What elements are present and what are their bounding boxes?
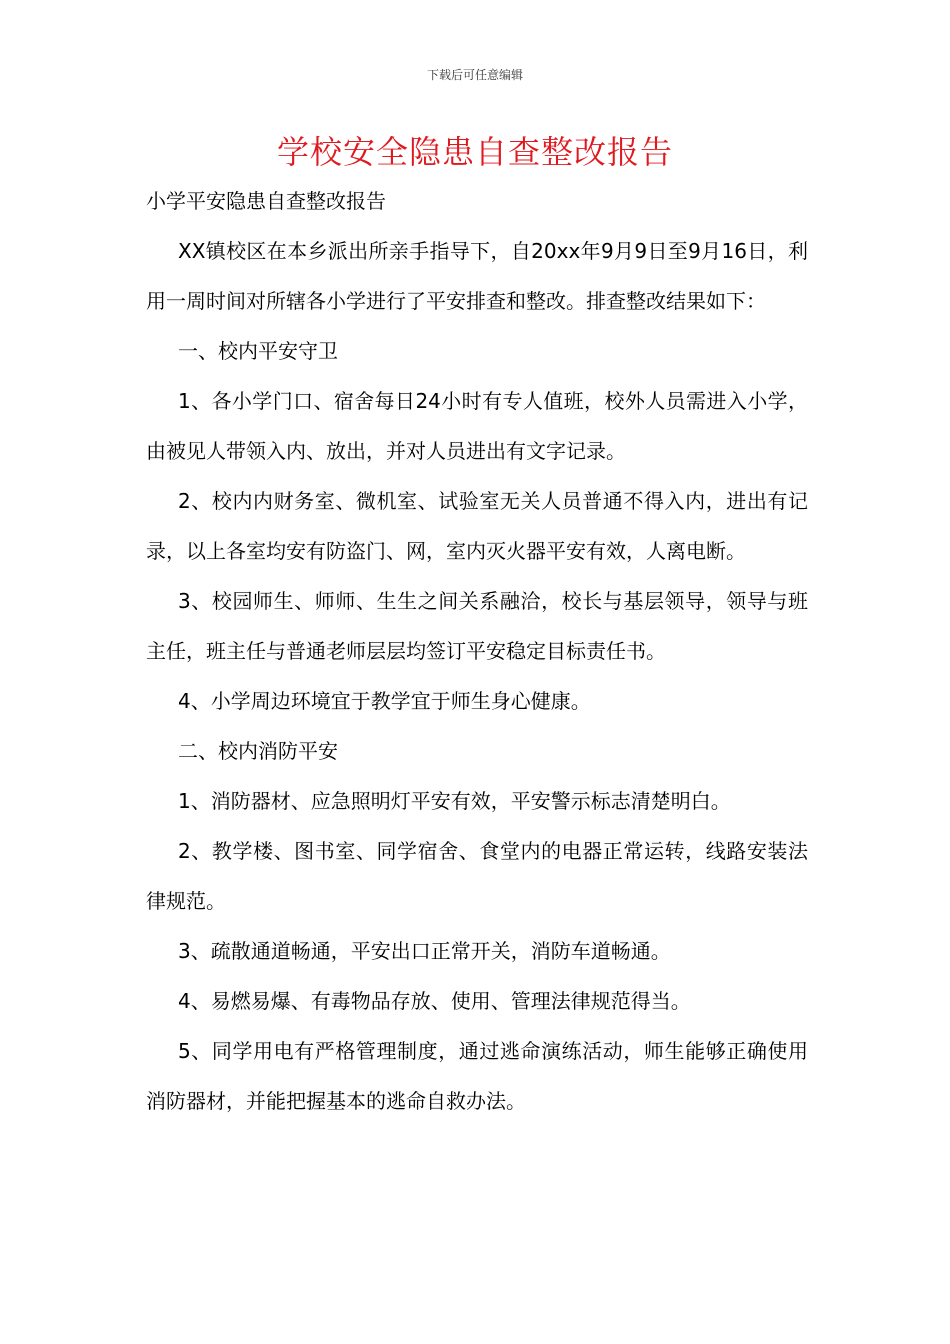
body-paragraph: 4、易燃易爆、有毒物品存放、使用、管理法律规范得当。 xyxy=(178,989,691,1013)
section-heading: 一、校内平安守卫 xyxy=(178,339,338,363)
document-title: 学校安全隐患自查整改报告 xyxy=(276,133,673,171)
body-paragraph: 1、各小学门口、宿舍每日24小时有专人值班，校外人员需进入小学，由被见人带领入内、放出，并对人员进出有文字记录。 xyxy=(146,389,808,463)
body-paragraph: 4、小学周边环境宜于教学宜于师生身心健康。 xyxy=(178,689,591,713)
body-paragraph: 5、同学用电有严格管理制度，通过逃命演练活动，师生能够正确使用消防器材，并能把握基本的逃命自救办法。 xyxy=(146,1039,808,1113)
body-paragraph: 3、疏散通道畅通，平安出口正常开关，消防车道畅通。 xyxy=(178,939,671,963)
body-paragraph: XX镇校区在本乡派出所亲手指导下，自20xx年9月9日至9月16日，利用一周时间对所辖各小学进行了平安排查和整改。排查整改结果如下： xyxy=(146,239,808,313)
body-paragraph: 2、教学楼、图书室、同学宿舍、食堂内的电器正常运转，线路安装法律规范。 xyxy=(146,839,808,913)
document-body xyxy=(146,176,808,1126)
body-paragraph: 2、校内内财务室、微机室、试验室无关人员普通不得入内，进出有记录，以上各室均安有防盗门、网，室内灭火器平安有效，人离电断。 xyxy=(146,489,808,563)
subtitle-paragraph: 小学平安隐患自查整改报告 xyxy=(146,189,386,213)
body-paragraph: 3、校园师生、师师、生生之间关系融洽，校长与基层领导，领导与班主任，班主任与普通老师层层均签订平安稳定目标责任书。 xyxy=(146,589,808,663)
body-paragraph: 1、消防器材、应急照明灯平安有效，平安警示标志清楚明白。 xyxy=(178,789,731,813)
header-note: 下载后可任意编辑 xyxy=(426,68,523,82)
section-heading: 二、校内消防平安 xyxy=(178,739,338,763)
